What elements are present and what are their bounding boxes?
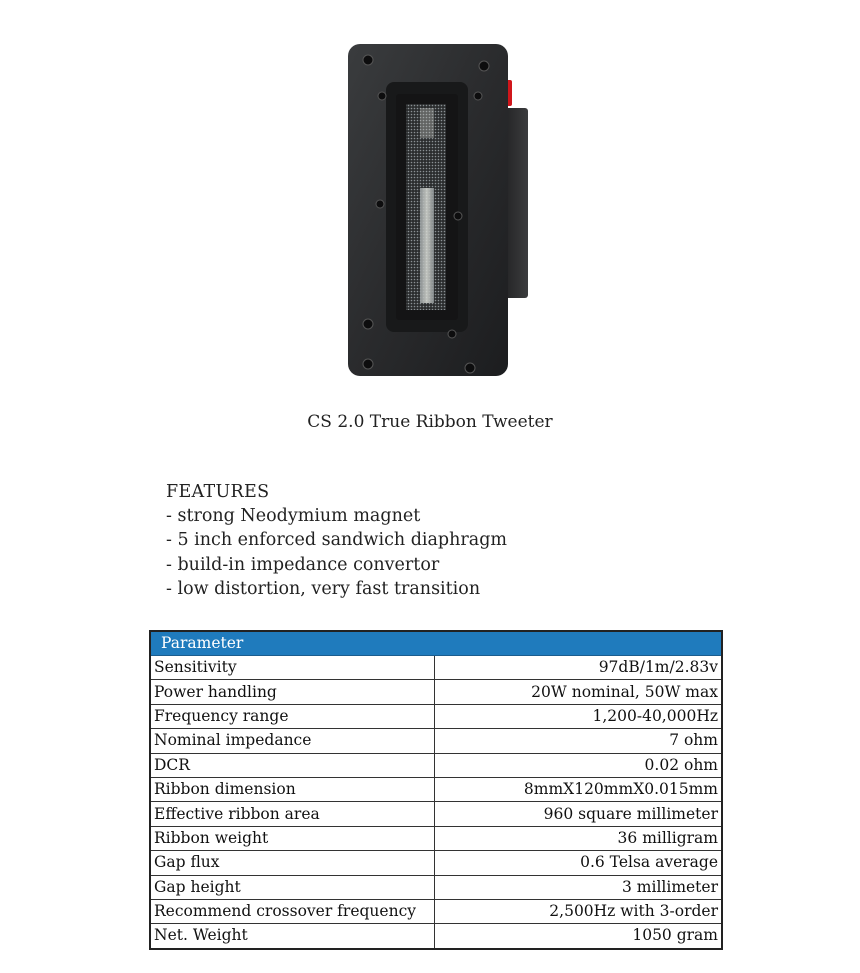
table-row <box>150 826 722 850</box>
table-row <box>150 924 722 949</box>
spec-value: 0.6 Telsa average <box>434 851 722 875</box>
spec-value: 960 square millimeter <box>434 802 722 826</box>
spec-value: 3 millimeter <box>434 875 722 899</box>
features-heading: FEATURES <box>166 482 270 502</box>
ribbon-diaphragm <box>420 188 434 303</box>
spec-value: 0.02 ohm <box>434 753 722 777</box>
spec-label: Ribbon dimension <box>150 777 434 801</box>
spec-table <box>149 630 723 950</box>
table-row <box>150 875 722 899</box>
spec-label: Gap height <box>150 875 434 899</box>
table-row <box>150 680 722 704</box>
features-list <box>166 480 507 601</box>
spec-label: Power handling <box>150 680 434 704</box>
feature-item: - 5 inch enforced sandwich diaphragm <box>166 530 508 551</box>
feature-item: - low distortion, very fast transition <box>166 578 481 599</box>
spec-label: Net. Weight <box>150 924 434 949</box>
spec-label: Gap flux <box>150 851 434 875</box>
spec-label: Ribbon weight <box>150 826 434 850</box>
spec-table-header-row <box>150 631 722 656</box>
feature-item: - strong Neodymium magnet <box>166 506 421 527</box>
spec-label: DCR <box>150 753 434 777</box>
spec-label: Frequency range <box>150 704 434 728</box>
spec-label: Sensitivity <box>150 656 434 680</box>
spec-value: 20W nominal, 50W max <box>434 680 722 704</box>
spec-table-header: Parameter <box>150 631 722 656</box>
spec-label: Nominal impedance <box>150 729 434 753</box>
table-row <box>150 656 722 680</box>
spec-value: 2,500Hz with 3-order <box>434 899 722 923</box>
spec-value: 7 ohm <box>434 729 722 753</box>
table-row <box>150 704 722 728</box>
spec-value: 36 milligram <box>434 826 722 850</box>
spec-label: Effective ribbon area <box>150 802 434 826</box>
spec-value: 8mmX120mmX0.015mm <box>434 777 722 801</box>
table-row <box>150 802 722 826</box>
spec-label: Recommend crossover frequency <box>150 899 434 923</box>
table-row <box>150 729 722 753</box>
table-row <box>150 851 722 875</box>
spec-value: 97dB/1m/2.83v <box>434 656 722 680</box>
table-row <box>150 777 722 801</box>
table-row <box>150 899 722 923</box>
ribbon-tweeter-image <box>344 38 540 378</box>
feature-item: - build-in impedance convertor <box>166 554 440 575</box>
table-row <box>150 753 722 777</box>
spec-value: 1,200-40,000Hz <box>434 704 722 728</box>
product-caption: CS 2.0 True Ribbon Tweeter <box>307 412 553 432</box>
spec-value: 1050 gram <box>434 924 722 949</box>
